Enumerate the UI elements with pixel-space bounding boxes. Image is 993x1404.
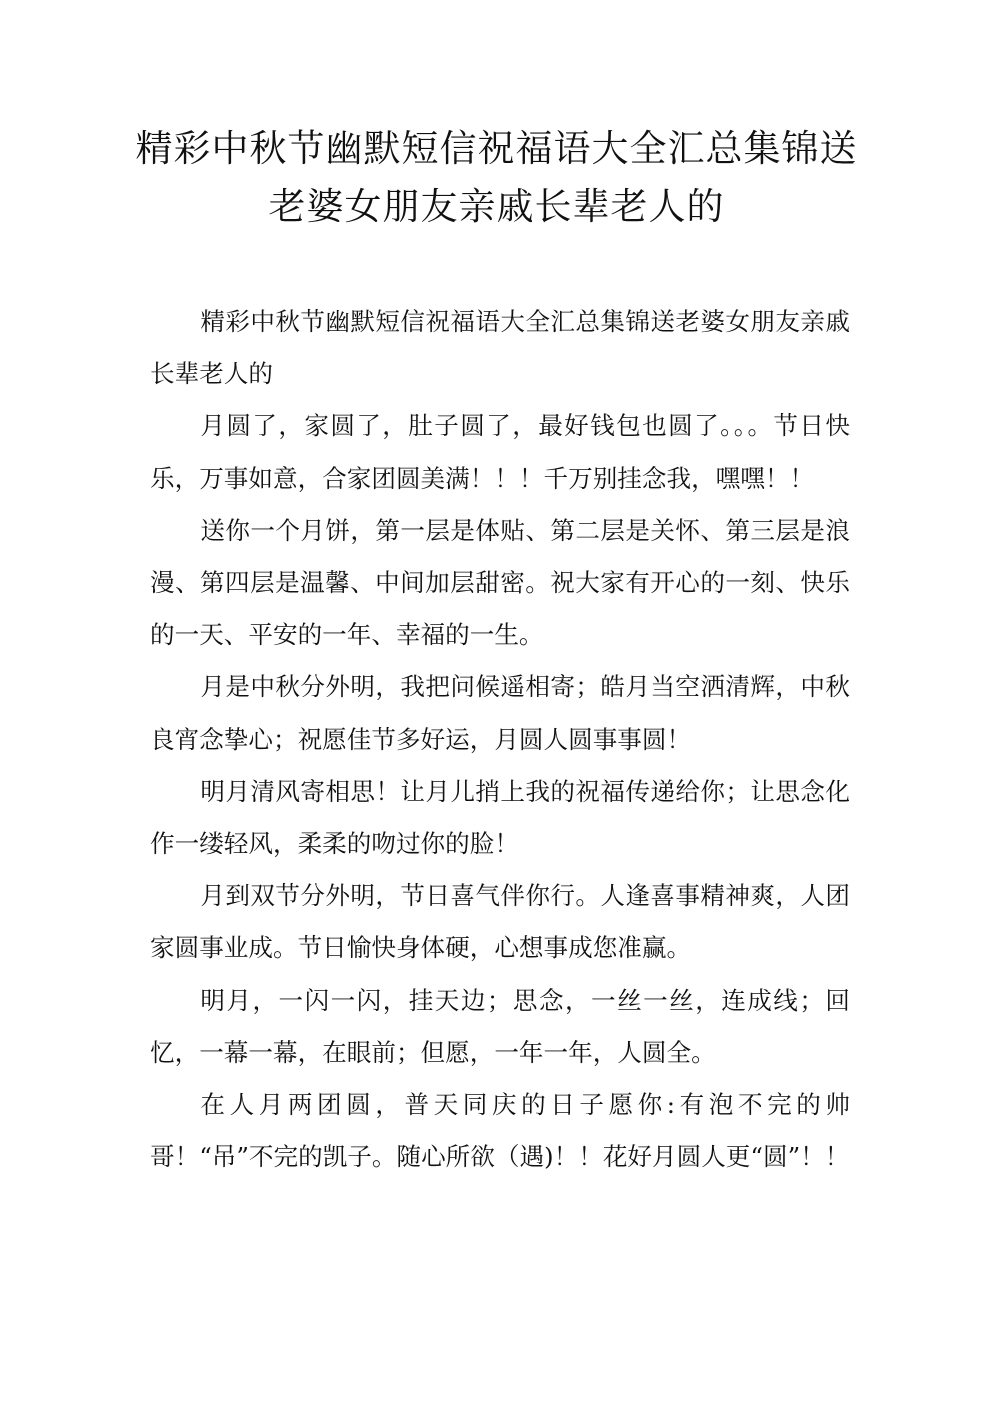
paragraph: 月是中秋分外明，我把问候遥相寄；皓月当空洒清辉，中秋良宵念挚心；祝愿佳节多好运，月圆人圆事事圆！ <box>150 672 850 754</box>
paragraph: 在人月两团圆，普天同庆的日子愿你:有泡不完的帅哥！“吊”不完的凯子。随心所欲（遇)！！花好月圆人更“圆”！！ <box>150 1090 850 1172</box>
paragraph: 月到双节分外明，节日喜气伴你行。人逢喜事精神爽，人团家圆事业成。节日愉快身体硬，心想事成您准赢。 <box>150 881 850 963</box>
paragraph: 月圆了，家圆了，肚子圆了，最好钱包也圆了。。。节日快乐，万事如意，合家团圆美满！！！千万别挂念我，嘿嘿！！ <box>150 411 850 493</box>
paragraph: 明月，一闪一闪，挂天边；思念，一丝一丝，连成线；回忆，一幕一幕，在眼前；但愿，一年一年，人圆全。 <box>150 985 850 1067</box>
paragraph: 送你一个月饼，第一层是体贴、第二层是关怀、第三层是浪漫、第四层是温馨、中间加层甜密。祝大家有开心的一刻、快乐的一天、平安的一年、幸福的一生。 <box>150 515 850 650</box>
document-title: 精彩中秋节幽默短信祝福语大全汇总集锦送老婆女朋友亲戚长辈老人的 <box>135 127 858 228</box>
paragraph: 明月清风寄相思！让月儿捎上我的祝福传递给你；让思念化作一缕轻风，柔柔的吻过你的脸！ <box>150 776 850 859</box>
paragraph: 精彩中秋节幽默短信祝福语大全汇总集锦送老婆女朋友亲戚长辈老人的 <box>150 307 850 389</box>
document-body <box>150 296 850 1183</box>
